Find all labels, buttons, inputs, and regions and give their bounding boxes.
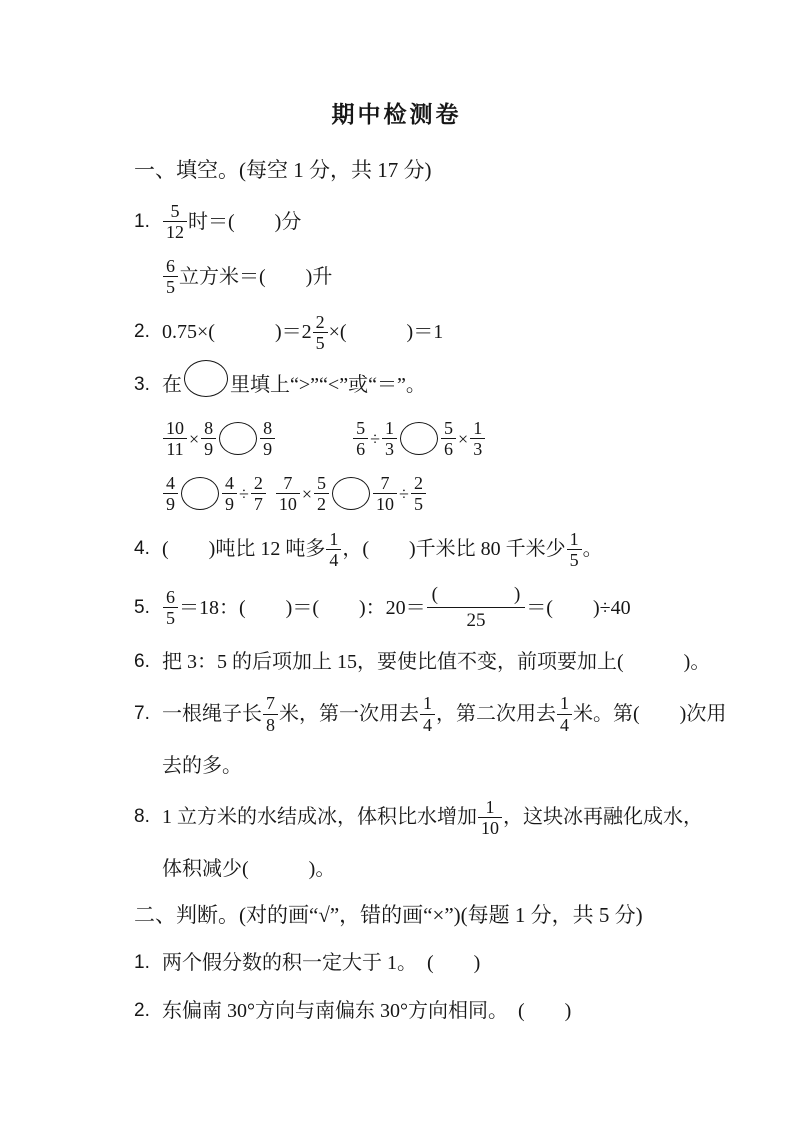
fraction	[353, 418, 368, 459]
fraction	[313, 312, 328, 353]
fraction-denominator: 5	[163, 276, 178, 297]
fraction-numerator: 1	[329, 528, 339, 549]
fraction-numerator: 2	[253, 473, 263, 494]
fraction-denominator: 8	[263, 714, 278, 735]
fraction	[326, 529, 341, 570]
comparison-circle	[219, 422, 257, 455]
fraction-denominator: 9	[163, 493, 178, 514]
fraction-denominator: 5	[567, 549, 582, 570]
fraction	[441, 418, 456, 459]
fraction	[470, 418, 485, 459]
problem-text: 米。第( )次用	[573, 703, 727, 726]
fraction-denominator: 4	[557, 714, 572, 735]
problem-text: ×	[458, 428, 469, 449]
problem-text: 体积减少( )。	[162, 858, 336, 881]
problem-item	[134, 584, 738, 632]
problem-text: 在	[162, 374, 182, 397]
fraction	[163, 418, 187, 459]
fraction	[163, 473, 178, 514]
section-heading: 二、判断。(对的画“√”，错的画“×”)(每题 1 分，共 5 分)	[134, 903, 643, 928]
fraction-denominator: 6	[441, 438, 456, 459]
fraction	[222, 473, 237, 514]
comparison-circle	[184, 360, 228, 397]
fraction-numerator: 10	[166, 417, 184, 438]
fraction	[201, 418, 216, 459]
fraction	[557, 693, 572, 734]
problem-line	[134, 367, 738, 404]
problem-text: ＝18：( )＝( )：20＝	[179, 596, 426, 619]
fraction-numerator: 5	[444, 417, 454, 438]
page-title: 期中检测卷	[331, 102, 462, 127]
fraction	[314, 473, 329, 514]
problem-number: 2.	[134, 321, 150, 343]
problem-text: 把 3：5 的后项加上 15，要使比值不变，前项要加上( )。	[162, 651, 711, 674]
fraction-denominator: 5	[411, 493, 426, 514]
fraction-numerator: 5	[317, 473, 327, 494]
fraction-numerator: 4	[225, 473, 234, 494]
problem-text: 时＝( )分	[188, 210, 302, 233]
fraction-numerator: 2	[413, 473, 423, 494]
fraction-denominator: 3	[470, 438, 485, 459]
fraction-denominator: 9	[201, 438, 216, 459]
problem-text: ÷	[239, 483, 249, 504]
problem-line	[134, 946, 738, 980]
problem-number: 5.	[134, 596, 150, 618]
fraction-numerator: 1	[485, 796, 495, 817]
problem-text: ×	[189, 428, 200, 449]
problem-line	[134, 529, 738, 570]
problem-item	[134, 994, 738, 1028]
fraction-numerator: 6	[166, 256, 175, 277]
fraction-denominator: 4	[420, 714, 435, 735]
fraction	[567, 529, 582, 570]
fraction	[163, 201, 187, 242]
problem-number: 4.	[134, 538, 150, 560]
fraction-denominator: 5	[313, 332, 328, 353]
fraction	[276, 473, 300, 514]
fraction	[251, 473, 266, 514]
fraction	[411, 473, 426, 514]
section-2	[134, 900, 738, 1028]
problem-number: 7.	[134, 703, 150, 725]
fraction-denominator: 11	[163, 438, 186, 459]
problem-item	[134, 645, 738, 679]
problem-text: ＝( )÷40	[526, 596, 631, 619]
problem-line-continued	[134, 749, 738, 783]
problem-number: 1.	[134, 952, 150, 974]
problem-line-continued	[134, 418, 738, 459]
comparison-circle	[181, 477, 219, 510]
fraction-numerator: 5	[356, 417, 366, 438]
problem-item	[134, 529, 738, 570]
problem-item	[134, 201, 738, 298]
problem-text: 。	[582, 538, 603, 561]
problem-text: ÷	[399, 483, 409, 504]
fraction-numerator: 4	[166, 473, 175, 494]
problem-line	[134, 797, 738, 838]
fraction-numerator: ( )	[427, 584, 526, 608]
fraction-numerator: 5	[170, 201, 180, 221]
problem-number: 6.	[134, 651, 150, 673]
fraction-denominator: 6	[353, 438, 368, 459]
fraction	[382, 418, 397, 459]
fraction-numerator: 8	[204, 417, 214, 438]
problem-line-continued	[134, 256, 738, 297]
problem-text: 一根绳子长	[162, 703, 262, 726]
fraction-denominator: 10	[478, 817, 502, 838]
problem-item	[134, 797, 738, 886]
problem-item	[134, 367, 738, 515]
problem-text: ×( )＝1	[328, 321, 444, 344]
section-1	[134, 155, 738, 886]
fraction-denominator: 12	[163, 221, 187, 242]
fraction-denominator: 10	[373, 493, 397, 514]
fraction-numerator: 6	[166, 586, 175, 607]
problem-text: 立方米＝( )升	[179, 265, 333, 288]
fraction-numerator: 1	[385, 417, 395, 438]
problem-number: 2.	[134, 1000, 150, 1022]
fraction-denominator: 4	[326, 549, 341, 570]
fraction-denominator: 25	[466, 610, 486, 632]
problem-text: 0.75×( )＝2	[162, 321, 312, 344]
problem-text: 东偏南 30°方向与南偏东 30°方向相同。 ( )	[162, 1000, 572, 1023]
comparison-circle	[332, 477, 370, 510]
problem-text: ×	[301, 483, 313, 504]
problem-text: ，这块冰再融化成水，	[503, 806, 703, 829]
problem-text: 米，第一次用去	[279, 703, 419, 726]
problem-text: 两个假分数的积一定大于 1。 ( )	[162, 952, 481, 975]
fraction-numerator: 8	[263, 417, 273, 438]
problem-number: 8.	[134, 806, 150, 828]
problem-item	[134, 312, 738, 353]
problem-text: 里填上“>”“<”或“＝”。	[230, 374, 426, 397]
problem-item	[134, 693, 738, 782]
fraction-numerator: 7	[266, 693, 275, 714]
fraction	[373, 473, 397, 514]
fraction-denominator: 7	[251, 493, 266, 514]
fraction-denominator: 3	[382, 438, 397, 459]
fraction-numerator: 1	[560, 693, 569, 714]
problem-item	[134, 946, 738, 980]
problem-number: 3.	[134, 374, 150, 396]
problem-line-continued	[134, 473, 738, 514]
fraction-numerator: 7	[380, 473, 390, 494]
fraction-numerator: 1	[423, 693, 432, 714]
fraction	[260, 418, 275, 459]
fraction	[163, 256, 178, 297]
problem-text: ，第二次用去	[436, 703, 556, 726]
problem-text: ÷	[370, 428, 381, 449]
fraction-numerator: 7	[283, 473, 293, 494]
problem-line	[134, 994, 738, 1028]
fraction	[478, 797, 502, 838]
problem-line	[134, 693, 738, 734]
comparison-circle	[400, 422, 438, 455]
problem-text: ( )吨比 12 吨多	[162, 538, 326, 561]
fraction-denominator: 9	[260, 438, 275, 459]
fraction-denominator: 9	[222, 493, 237, 514]
problem-line	[134, 201, 738, 242]
fraction-denominator: 2	[314, 493, 329, 514]
fraction-denominator: 10	[276, 493, 300, 514]
problem-line-continued	[134, 852, 738, 886]
fraction-numerator: 1	[473, 417, 483, 438]
problem-line	[134, 312, 738, 353]
problem-line	[134, 584, 738, 632]
fraction	[263, 693, 278, 734]
fraction-numerator: 1	[569, 528, 579, 549]
problem-text: ，( )千米比 80 千米少	[342, 538, 566, 561]
sections-container	[0, 155, 793, 1028]
fraction-numerator: 2	[315, 311, 325, 332]
fraction	[420, 693, 435, 734]
problem-number: 1.	[134, 210, 150, 232]
section-heading: 一、填空。(每空 1 分，共 17 分)	[134, 158, 432, 182]
fraction-denominator: 5	[163, 607, 178, 628]
problem-line	[134, 645, 738, 679]
problem-text: 1 立方米的水结成冰，体积比水增加	[162, 806, 477, 829]
problem-text: 去的多。	[162, 754, 242, 777]
blank-fraction	[427, 584, 526, 632]
fraction	[163, 587, 178, 628]
